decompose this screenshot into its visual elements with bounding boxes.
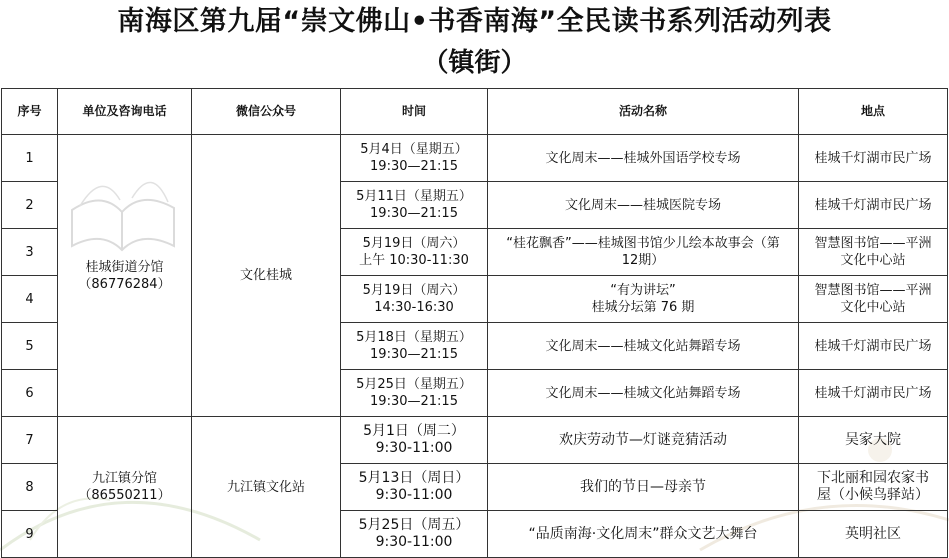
time-date: 5月1日（周二） [363, 423, 465, 439]
row-number: 9 [2, 511, 58, 558]
location-name: 英明社区 [845, 525, 901, 542]
time-date: 5月11日（星期五） [356, 189, 472, 204]
header-activity: 活动名称 [488, 89, 799, 135]
activity-cell [488, 276, 799, 323]
time-date: 5月25日（周五） [358, 517, 470, 533]
location-name: 桂城千灯湖市民广场 [814, 385, 932, 401]
unit-phone: （86550211） [78, 488, 171, 503]
activity-cell [488, 464, 799, 511]
location-name-line2: 文化中心站 [840, 253, 906, 268]
location-name: 桂城千灯湖市民广场 [814, 150, 932, 166]
unit-phone: （86776284） [78, 276, 171, 292]
location-name: 吴家大院 [845, 431, 901, 448]
time-cell [341, 417, 488, 464]
time-hours: 上午 10:30-11:30 [359, 253, 469, 268]
location-cell [799, 135, 948, 182]
time-cell [341, 323, 488, 370]
time-hours: 14:30-16:30 [374, 300, 454, 315]
row-number: 5 [2, 323, 58, 370]
header-row [2, 89, 948, 135]
activity-name: 文化周末——桂城文化站舞蹈专场 [545, 338, 741, 354]
location-name: 智慧图书馆——平洲 [814, 236, 932, 251]
time-hours: 19:30—21:15 [370, 394, 458, 409]
row-number: 3 [2, 229, 58, 276]
row-number: 6 [2, 370, 58, 417]
activity-name: 文化周末——桂城医院专场 [564, 197, 721, 213]
location-cell [799, 182, 948, 229]
location-cell [799, 370, 948, 417]
time-cell [341, 276, 488, 323]
activity-cell [488, 417, 799, 464]
unit-name: 桂城街道分馆 [85, 259, 164, 275]
time-hours: 9:30-11:00 [375, 487, 453, 503]
time-cell [341, 182, 488, 229]
row-number: 2 [2, 182, 58, 229]
location-name: 桂城千灯湖市民广场 [814, 338, 932, 354]
page-subtitle: （镇街） [422, 48, 527, 78]
time-cell [341, 511, 488, 558]
unit-name: 九江镇分馆 [91, 471, 157, 486]
time-hours: 19:30—21:15 [370, 347, 458, 362]
time-date: 5月13日（周日） [358, 470, 470, 486]
location-cell [799, 323, 948, 370]
unit-cell [58, 135, 192, 417]
row-number: 1 [2, 135, 58, 182]
activity-cell [488, 182, 799, 229]
time-date: 5月19日（周六） [362, 236, 466, 251]
time-date: 5月19日（周六） [362, 283, 466, 298]
time-hours: 9:30-11:00 [375, 440, 453, 456]
activity-name: 我们的节日—母亲节 [580, 478, 706, 495]
time-cell [341, 135, 488, 182]
wechat-account: 九江镇文化站 [192, 417, 341, 558]
time-hours: 19:30—21:15 [370, 159, 458, 174]
header-location: 地点 [799, 89, 948, 135]
activity-name: “有为讲坛” [610, 283, 676, 298]
location-cell [799, 229, 948, 276]
time-cell [341, 229, 488, 276]
header-time: 时间 [341, 89, 488, 135]
time-hours: 19:30—21:15 [370, 206, 458, 221]
activity-name: “桂花飘香”——桂城图书馆少儿绘本故事会（第 [506, 236, 780, 251]
activity-cell [488, 323, 799, 370]
time-cell [341, 370, 488, 417]
location-name-line2: 屋（小候鸟驿站） [817, 487, 929, 503]
location-cell [799, 464, 948, 511]
activity-name: 文化周末——桂城外国语学校专场 [545, 150, 741, 166]
header-wechat: 微信公众号 [192, 89, 341, 135]
activity-name-line2: 12期） [621, 253, 665, 268]
header-unit: 单位及咨询电话 [58, 89, 192, 135]
activity-name: 文化周末——桂城文化站舞蹈专场 [545, 385, 741, 401]
table-row [2, 417, 948, 464]
unit-cell [58, 417, 192, 558]
location-cell [799, 417, 948, 464]
row-number: 4 [2, 276, 58, 323]
row-number: 8 [2, 464, 58, 511]
location-name: 智慧图书馆——平洲 [814, 283, 932, 298]
location-name-line2: 文化中心站 [840, 300, 906, 315]
time-date: 5月18日（星期五） [356, 330, 472, 345]
activity-table [1, 88, 948, 558]
location-cell [799, 511, 948, 558]
activity-name: 欢庆劳动节—灯谜竞猜活动 [559, 431, 727, 448]
activity-name: “品质南海·文化周末”群众文艺大舞台 [528, 525, 758, 542]
time-hours: 9:30-11:00 [375, 534, 453, 550]
location-name: 下北丽和园农家书 [817, 470, 929, 486]
page-title: 南海区第九届“崇文佛山•书香南海”全民读书系列活动列表 [117, 6, 832, 37]
location-name: 桂城千灯湖市民广场 [814, 197, 932, 213]
time-date: 5月25日（星期五） [356, 377, 472, 392]
activity-cell [488, 229, 799, 276]
header-number: 序号 [2, 89, 58, 135]
activity-cell [488, 135, 799, 182]
activity-cell [488, 370, 799, 417]
time-cell [341, 464, 488, 511]
activity-cell [488, 511, 799, 558]
row-number: 7 [2, 417, 58, 464]
location-cell [799, 276, 948, 323]
wechat-account: 文化桂城 [192, 135, 341, 417]
table-row [2, 135, 948, 182]
time-date: 5月4日（星期五） [360, 142, 468, 157]
activity-name-line2: 桂城分坛第 76 期 [591, 300, 695, 315]
